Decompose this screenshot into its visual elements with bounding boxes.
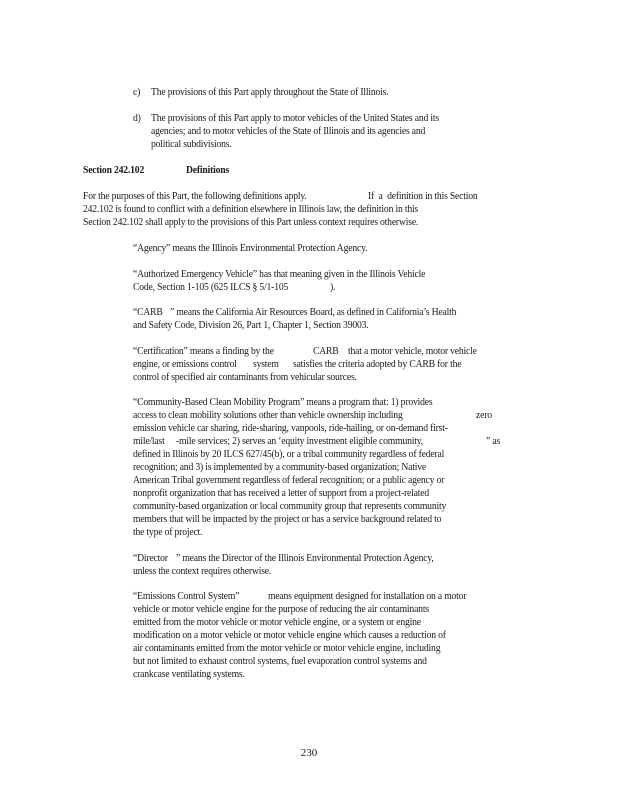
definition-community-based-clean-mobility-program: zero bbox=[476, 410, 492, 421]
item-c-text: The provisions of this Part apply throughout the State of Illinois. bbox=[151, 87, 389, 98]
item-d-text-line: agencies; and to motor vehicles of the State of Illinois and its agencies and bbox=[151, 126, 426, 137]
definition-certification: CARB bbox=[313, 346, 339, 357]
definition-certification: satisfies the criteria adopted by CARB for the bbox=[293, 359, 462, 370]
definition-community-based-clean-mobility-program: defined in Illinois by 20 ILCS 627/45(b), or a tribal community regardless of federal bbox=[133, 449, 445, 460]
section-title: Definitions bbox=[186, 165, 230, 176]
definition-emissions-control-system: vehicle or motor vehicle engine for the purpose of reducing the air contaminants bbox=[133, 604, 429, 615]
intro-line: For the purposes of this Part, the following definitions apply. bbox=[83, 191, 307, 202]
item-c-label: c) bbox=[133, 87, 141, 98]
definition-community-based-clean-mobility-program: mile/last bbox=[133, 436, 165, 447]
definition-emissions-control-system: modification on a motor vehicle or motor vehicle engine which causes a reduction of bbox=[133, 630, 446, 641]
intro-line: If a definition in this Section bbox=[368, 191, 478, 202]
definition-emissions-control-system: means equipment designed for installation on a motor bbox=[268, 591, 467, 602]
definition-community-based-clean-mobility-program: nonprofit organization that has received a letter of support from a project-related bbox=[133, 488, 429, 499]
definition-community-based-clean-mobility-program: access to clean mobility solutions other than vehicle ownership including bbox=[133, 410, 403, 421]
definition-certification: system bbox=[253, 359, 279, 370]
definition-emissions-control-system: crankcase ventilating systems. bbox=[133, 669, 245, 680]
definition-authorized-emergency-vehicle: “Authorized Emergency Vehicle” has that meaning given in the Illinois Vehicle bbox=[133, 269, 426, 280]
definition-community-based-clean-mobility-program: the type of project. bbox=[133, 527, 203, 538]
definition-certification: “Certification” means a finding by the bbox=[133, 346, 274, 357]
definition-community-based-clean-mobility-program: members that will be impacted by the project or has a service background related to bbox=[133, 514, 442, 525]
definition-authorized-emergency-vehicle: ). bbox=[330, 282, 336, 293]
definition-community-based-clean-mobility-program: emission vehicle car sharing, ride-sharing, vanpools, ride-hailing, or on-demand first- bbox=[133, 423, 448, 434]
definition-community-based-clean-mobility-program: American Tribal government regardless of federal recognition; or a public agency or bbox=[133, 475, 445, 486]
definition-carb: “CARB bbox=[133, 307, 163, 318]
intro-line: 242.102 is found to conflict with a definition elsewhere in Illinois law, the definition in this bbox=[83, 204, 419, 215]
definition-certification: engine, or emissions control bbox=[133, 359, 237, 370]
definition-community-based-clean-mobility-program: recognition; and 3) is implemented by a community-based organization; Native bbox=[133, 462, 427, 473]
definition-carb: and Safety Code, Division 26, Part 1, Chapter 1, Section 39003. bbox=[133, 320, 369, 331]
definition-community-based-clean-mobility-program: community-based organization or local community group that represents community bbox=[133, 501, 447, 512]
definition-emissions-control-system: “Emissions Control System” bbox=[133, 591, 240, 602]
page-number: 230 bbox=[300, 747, 318, 759]
definition-emissions-control-system: but not limited to exhaust control systems, fuel evaporation control systems and bbox=[133, 656, 427, 667]
definition-director: unless the context requires otherwise. bbox=[133, 566, 272, 577]
definition-certification: control of specified air contaminants from vehicular sources. bbox=[133, 372, 357, 383]
definition-agency: “Agency” means the Illinois Environmental Protection Agency. bbox=[133, 243, 368, 254]
definition-emissions-control-system: emitted from the motor vehicle or motor vehicle engine, or a system or engine bbox=[133, 617, 421, 628]
definition-director: “Director bbox=[133, 553, 168, 564]
definition-director: ” means the Director of the Illinois Environmental Protection Agency, bbox=[176, 553, 434, 564]
intro-line: Section 242.102 shall apply to the provisions of this Part unless context requires otherwise. bbox=[83, 217, 419, 228]
item-d-text-line: The provisions of this Part apply to motor vehicles of the United States and its bbox=[151, 113, 439, 124]
definition-community-based-clean-mobility-program: “Community-Based Clean Mobility Program” means a program that: 1) provides bbox=[133, 397, 433, 408]
definition-certification: that a motor vehicle, motor vehicle bbox=[348, 346, 477, 357]
definition-emissions-control-system: air contaminants emitted from the motor vehicle or motor vehicle engine, including bbox=[133, 643, 441, 654]
item-d-label: d) bbox=[133, 113, 141, 124]
definition-community-based-clean-mobility-program: -mile services; 2) serves an ‘equity investment eligible community, bbox=[176, 436, 424, 447]
section-number: Section 242.102 bbox=[83, 165, 145, 176]
definition-authorized-emergency-vehicle: Code, Section 1-105 (625 ILCS § 5/1-105 bbox=[133, 282, 289, 293]
item-d-text-line: political subdivisions. bbox=[151, 139, 232, 150]
definition-carb: ” means the California Air Resources Board, as defined in California’s Health bbox=[170, 307, 457, 318]
definition-community-based-clean-mobility-program: ” as bbox=[486, 436, 501, 447]
